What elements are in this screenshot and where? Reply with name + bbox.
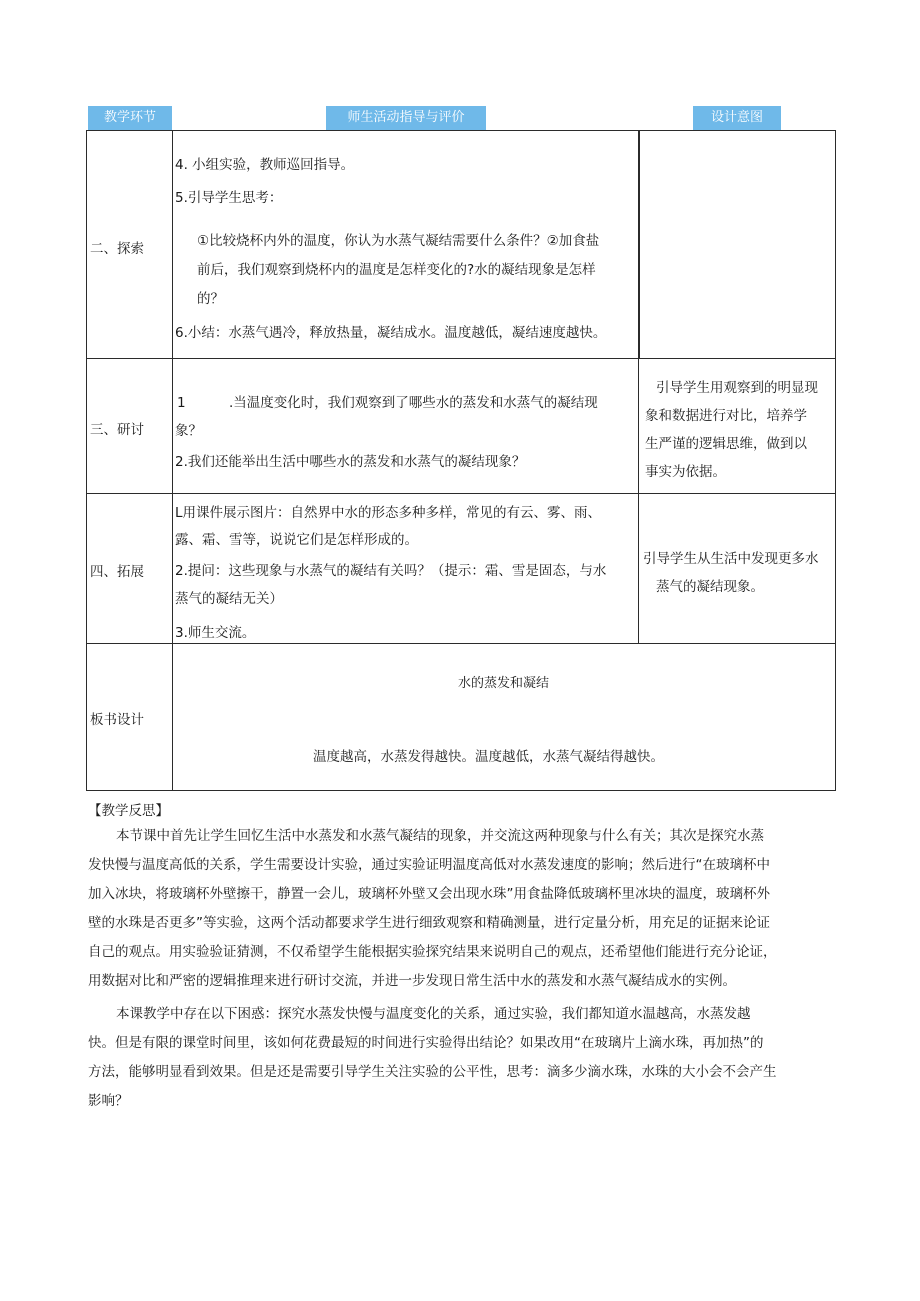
extend-line: 2.提问：这些现象与水蒸气的凝结有关吗？（提示：霜、雪是固态，与水 — [175, 563, 607, 579]
extend-line: 蒸气的凝结无关） — [175, 591, 283, 607]
header-design-intent: 设计意图 — [693, 106, 781, 130]
paragraph-line: 影响？ — [88, 1093, 129, 1109]
explore-line: 前后，我们观察到烧杯内的温度是怎样变化的?水的凝结现象是怎样 — [197, 262, 596, 278]
discuss-intent-line: 生严谨的逻辑思维，做到以 — [645, 436, 807, 452]
header-activity-guidance: 师生活动指导与评价 — [326, 106, 486, 130]
extend-line: L用课件展示图片：自然界中水的形态多种多样，常见的有云、雾、雨、 — [175, 505, 602, 521]
reflection-paragraph-1 — [88, 822, 838, 996]
paragraph-line: 快。但是有限的课堂时间里，该如何花费最短的时间进行实验得出结论？如果改用“在玻璃片上滴水珠，再加热”的 — [88, 1035, 764, 1051]
paragraph-line: 本课教学中存在以下困惑：探究水蒸发快慢与温度变化的关系，通过实验，我们都知道水温越高，水蒸发越 — [116, 1006, 751, 1022]
paragraph-line: 用数据对比和严密的逻辑推理来进行研讨交流，并进一步发现日常生活中水的蒸发和水蒸气凝结成水的实例。 — [88, 973, 736, 989]
paragraph-line: 加入冰块，将玻璃杯外壁擦干，静置一会儿，玻璃杯外壁又会出现水珠”用食盐降低玻璃杯里冰块的温度，玻璃杯外 — [88, 886, 770, 902]
explore-line: 6.小结：水蒸气遇冷，释放热量，凝结成水。温度越低，凝结速度越快。 — [175, 325, 607, 341]
paragraph-line: 本节课中首先让学生回忆生活中水蒸发和水蒸气凝结的现象，并交流这两种现象与什么有关；其次是探究水蒸 — [116, 828, 764, 844]
extend-intent-line: 蒸气的凝结现象。 — [656, 579, 764, 595]
extend-intent-line: 引导学生从生活中发现更多水 — [643, 551, 819, 567]
discuss-intent-line: 事实为依据。 — [645, 464, 726, 480]
row-label-explore: 二、探索 — [90, 241, 144, 257]
explore-line: 5.引导学生思考： — [175, 190, 283, 206]
explore-line: ①比较烧杯内外的温度，你认为水蒸气凝结需要什么条件？②加食盐 — [197, 233, 600, 249]
paragraph-line: 发快慢与温度高低的关系，学生需要设计实验，通过实验证明温度高低对水蒸发速度的影响；然后进行“在玻璃杯中 — [88, 857, 770, 873]
row-label-extend: 四、拓展 — [90, 564, 144, 580]
discuss-activity-cell — [172, 358, 639, 494]
header-teaching-stage: 教学环节 — [88, 106, 172, 130]
board-title: 水的蒸发和凝结 — [458, 676, 550, 691]
reflection-heading: 【教学反思】 — [88, 803, 169, 819]
explore-line: 4. 小组实验，教师巡回指导。 — [175, 157, 355, 173]
row-label-discuss: 三、研讨 — [90, 422, 144, 438]
discuss-q1-continued: 象？ — [175, 423, 202, 439]
board-content: 温度越高，水蒸发得越快。温度越低，水蒸气凝结得越快。 — [313, 749, 664, 765]
explore-line: 的？ — [197, 291, 224, 307]
paragraph-line: 壁的水珠是否更多”等实验，这两个活动都要求学生进行细致观察和精确测量，进行定量分析，用充足的证据来论证 — [88, 915, 770, 931]
table-rule — [86, 790, 836, 791]
extend-line: 露、霜、雪等，说说它们是怎样形成的。 — [175, 532, 418, 548]
row-label-board: 板书设计 — [90, 712, 144, 728]
extend-line: 3.师生交流。 — [175, 625, 256, 641]
explore-intent-cell — [639, 130, 836, 359]
paragraph-line: 自己的观点。用实验验证猜测，不仅希望学生能根据实验探究结果来说明自己的观点，还希望他们能进行充分论证， — [88, 944, 777, 960]
discuss-q1-text: .当温度变化时，我们观察到了哪些水的蒸发和水蒸气的凝结现 — [229, 395, 598, 411]
paragraph-line: 方法，能够明显看到效果。但是还是需要引导学生关注实验的公平性，思考：滴多少滴水珠，水珠的大小会不会产生 — [88, 1064, 777, 1080]
discuss-intent-line: 象和数据进行对比，培养学 — [645, 408, 807, 424]
discuss-intent-line: 引导学生用观察到的明显现 — [656, 380, 818, 396]
discuss-q2: 2.我们还能举出生活中哪些水的蒸发和水蒸气的凝结现象？ — [175, 454, 526, 470]
reflection-paragraph-2 — [88, 1000, 838, 1116]
table-border-left — [86, 130, 87, 791]
discuss-q1-number: 1 — [177, 395, 186, 411]
